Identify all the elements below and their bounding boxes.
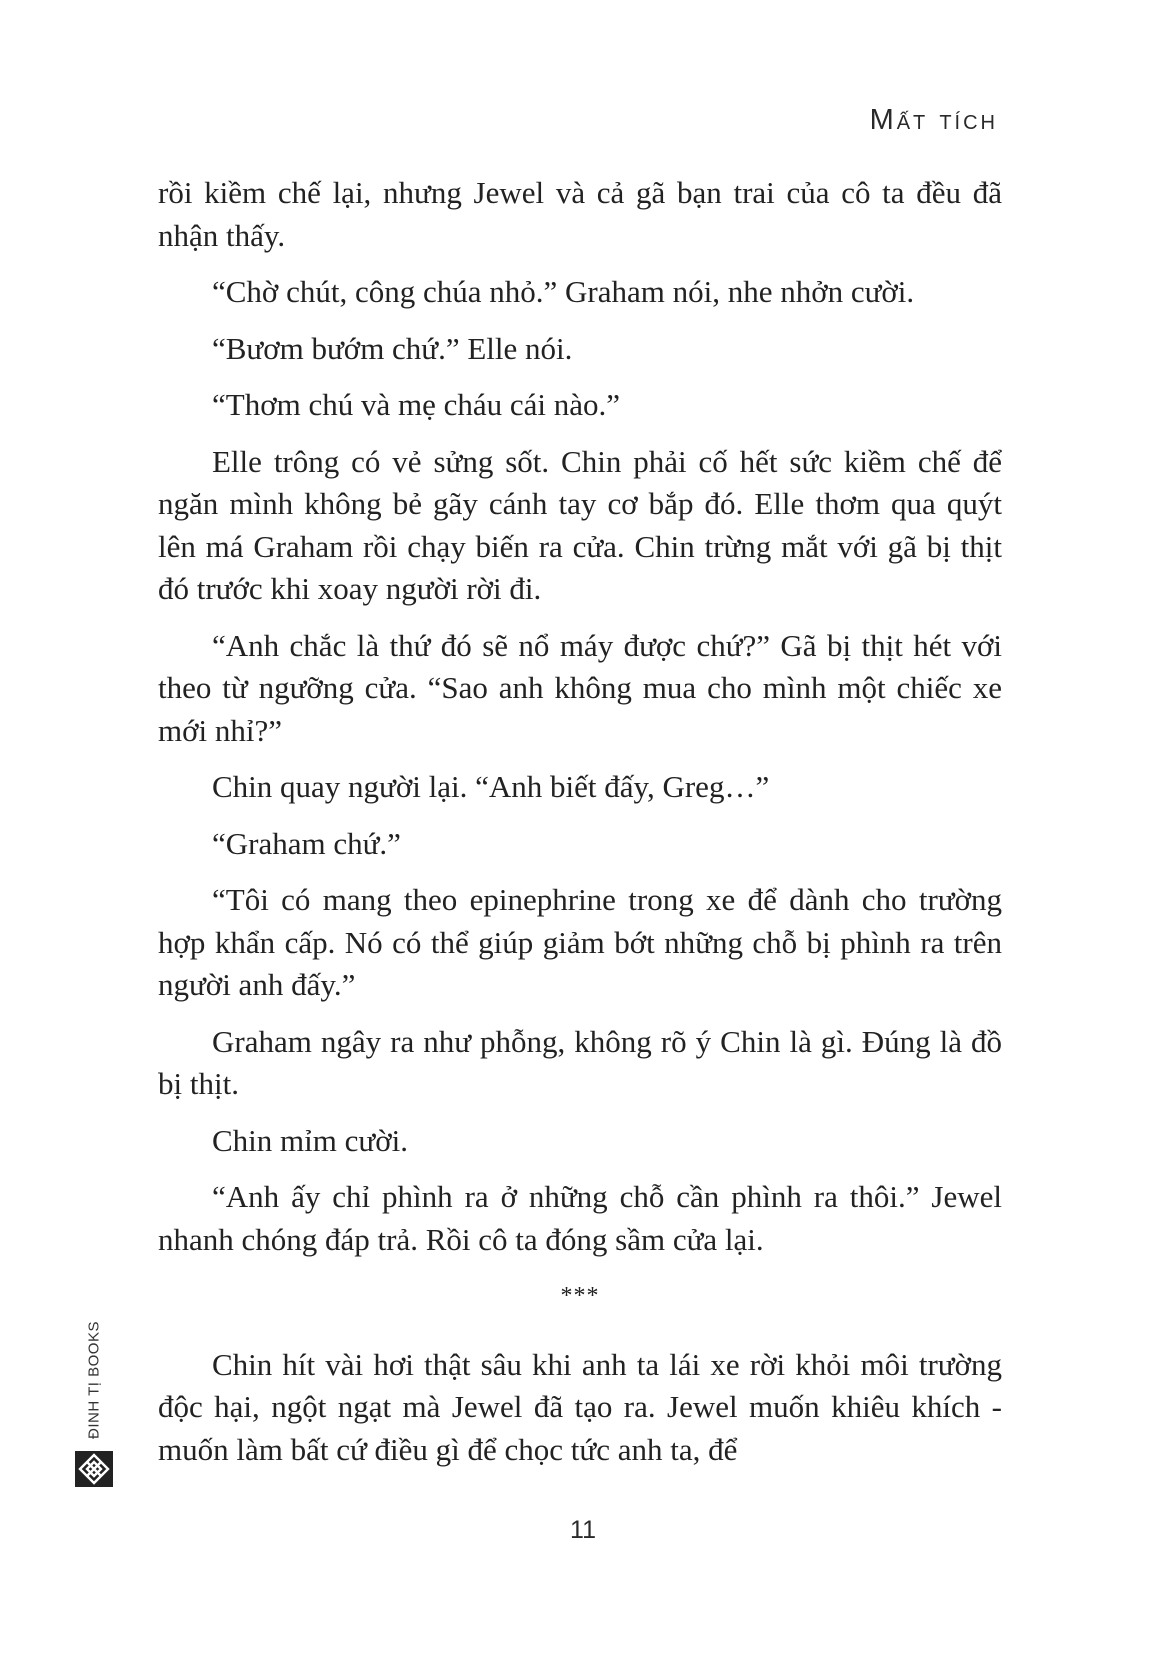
paragraph: “Anh ấy chỉ phình ra ở những chỗ cần phình ra thôi.” Jewel nhanh chóng đáp trả. Rồi cô ta đóng sầm cửa lại. bbox=[158, 1179, 1002, 1257]
paragraph: Graham ngây ra như phỗng, không rõ ý Chin là gì. Đúng là đồ bị thịt. bbox=[158, 1023, 1002, 1101]
paragraph: “Chờ chút, công chúa nhỏ.” Graham nói, nhe nhởn cười. bbox=[212, 274, 915, 309]
running-header: Mất tích bbox=[869, 104, 998, 136]
paragraph: “Bươm bướm chứ.” Elle nói. bbox=[212, 330, 573, 366]
paragraph: Chin mỉm cười. bbox=[212, 1122, 408, 1158]
paragraph: Chin quay người lại. “Anh biết đấy, Greg…” bbox=[212, 769, 770, 804]
page-number: 11 bbox=[570, 1516, 596, 1544]
paragraph: “Thơm chú và mẹ cháu cái nào.” bbox=[212, 387, 621, 422]
paragraph: “Anh chắc là thứ đó sẽ nổ máy được chứ?” Gã bị thịt hét với theo từ ngưỡng cửa. “Sao anh không mua cho mình một chiếc xe mới nhỉ?” bbox=[158, 627, 1002, 748]
page-body bbox=[158, 172, 1002, 1485]
paragraph: Chin hít vài hơi thật sâu khi anh ta lái xe rời khỏi môi trường độc hại, ngột ngạt mà Jewel đã tạo ra. Jewel muốn khiêu khích - muốn làm bất cứ điều gì để chọc tức anh ta, để bbox=[158, 1346, 1002, 1467]
diamond-knot-icon bbox=[74, 1450, 114, 1488]
paragraph: “Graham chứ.” bbox=[212, 825, 401, 861]
paragraph: “Tôi có mang theo epinephrine trong xe để dành cho trường hợp khẩn cấp. Nó có thể giúp giảm bớt những chỗ bị phình ra trên người anh đấy.” bbox=[158, 882, 1002, 1002]
publisher-name: ĐINH TỊ BOOKS bbox=[85, 1321, 103, 1439]
section-break: *** bbox=[560, 1283, 600, 1309]
paragraph: rồi kiềm chế lại, nhưng Jewel và cả gã bạn trai của cô ta đều đã nhận thấy. bbox=[158, 175, 1002, 253]
publisher-mark bbox=[74, 1318, 114, 1488]
paragraph: Elle trông có vẻ sửng sốt. Chin phải cố hết sức kiềm chế để ngăn mình không bẻ gãy cánh tay cơ bắp đó. Elle thơm qua quýt lên má Graham rồi chạy biến ra cửa. Chin trừng mắt với gã bị thịt đó trước khi xoay người rời đi. bbox=[158, 443, 1002, 606]
